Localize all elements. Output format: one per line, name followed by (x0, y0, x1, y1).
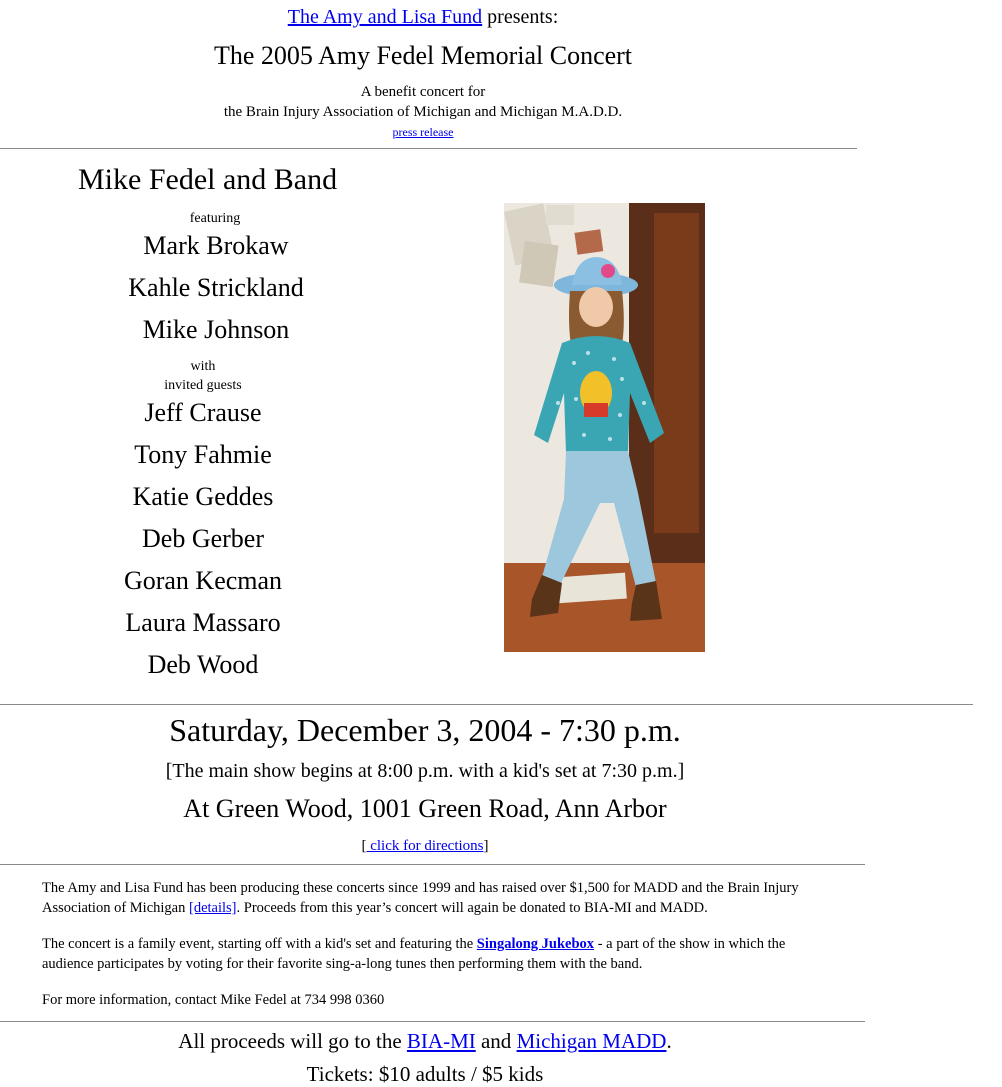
with-label (103, 359, 303, 375)
divider-header (0, 148, 857, 149)
concert-title: The 2005 Amy Fedel Memorial Concert (213, 41, 633, 70)
singalong-jukebox-link[interactable]: Singalong Jukebox (476, 936, 595, 952)
tickets-line: Tickets: $10 adults / $5 kids (306, 1062, 544, 1086)
amy-photo (504, 203, 705, 652)
period-text: . (666, 1029, 672, 1053)
michigan-madd-link[interactable]: Michigan MADD (516, 1029, 667, 1053)
history-text-b: . Proceeds from this year’s concert will again be donated to BIA-MI and MADD. (236, 900, 708, 916)
history-text-a: The Amy and Lisa Fund has been producing these concerts since 1999 and has raised over $1,500 for MADD and the Brain Injury Association of Michigan (42, 880, 799, 916)
member-3: Mike Johnson (142, 315, 290, 344)
details-link[interactable]: [details] (189, 900, 237, 916)
member-1: Mark Brokaw (143, 231, 289, 260)
press-release-link[interactable]: press release (392, 125, 454, 139)
guest-5: Goran Kecman (123, 566, 283, 595)
paragraph-family-event (42, 934, 802, 974)
and-text: and (475, 1029, 517, 1053)
with-text: with (190, 359, 216, 374)
band-name: Mike Fedel and Band (78, 163, 338, 196)
divider-body (0, 1021, 865, 1022)
event-date: Saturday, December 3, 2004 - 7:30 p.m. (169, 712, 681, 748)
guest-3: Katie Geddes (132, 482, 274, 511)
member-2: Kahle Strickland (128, 273, 304, 302)
proceeds-text: All proceeds will go to the (178, 1029, 407, 1053)
paragraph-contact: For more information, contact Mike Fedel at 734 998 0360 (42, 992, 385, 1008)
guest-6: Laura Massaro (125, 608, 281, 637)
guest-2: Tony Fahmie (134, 440, 272, 469)
presents-line (0, 6, 846, 29)
divider-event (0, 864, 865, 865)
event-venue: At Green Wood, 1001 Green Road, Ann Arbor (183, 794, 667, 823)
directions-line (0, 838, 850, 855)
directions-link[interactable]: click for directions (366, 838, 484, 854)
bia-mi-link[interactable]: BIA-MI (406, 1029, 476, 1053)
guest-4: Deb Gerber (142, 524, 264, 553)
featuring-label: featuring (189, 211, 241, 226)
family-text-a: The concert is a family event, starting off with a kid's set and featuring the (42, 936, 477, 952)
presents-text: presents: (482, 6, 559, 28)
guest-7: Deb Wood (147, 650, 259, 679)
divider-band (0, 704, 973, 705)
press-release-wrapper (0, 125, 846, 140)
family-text-b: - a part of the show in which the audience participates by voting for their favorite sing-a-long tunes then performing them with the band. (42, 936, 786, 972)
proceeds-line (0, 1029, 850, 1054)
fund-link[interactable]: The Amy and Lisa Fund (287, 6, 483, 28)
directions-open: [ (361, 838, 367, 854)
guest-1: Jeff Crause (144, 398, 262, 427)
event-note: [The main show begins at 8:00 p.m. with a kid's set at 7:30 p.m.] (165, 760, 685, 782)
benefit-line-1: A benefit concert for (360, 84, 486, 100)
paragraph-history (42, 878, 802, 918)
directions-close: ] (483, 838, 489, 854)
invited-guests-label: invited guests (164, 378, 242, 393)
benefit-line-2: the Brain Injury Association of Michigan and Michigan M.A.D.D. (223, 104, 623, 120)
